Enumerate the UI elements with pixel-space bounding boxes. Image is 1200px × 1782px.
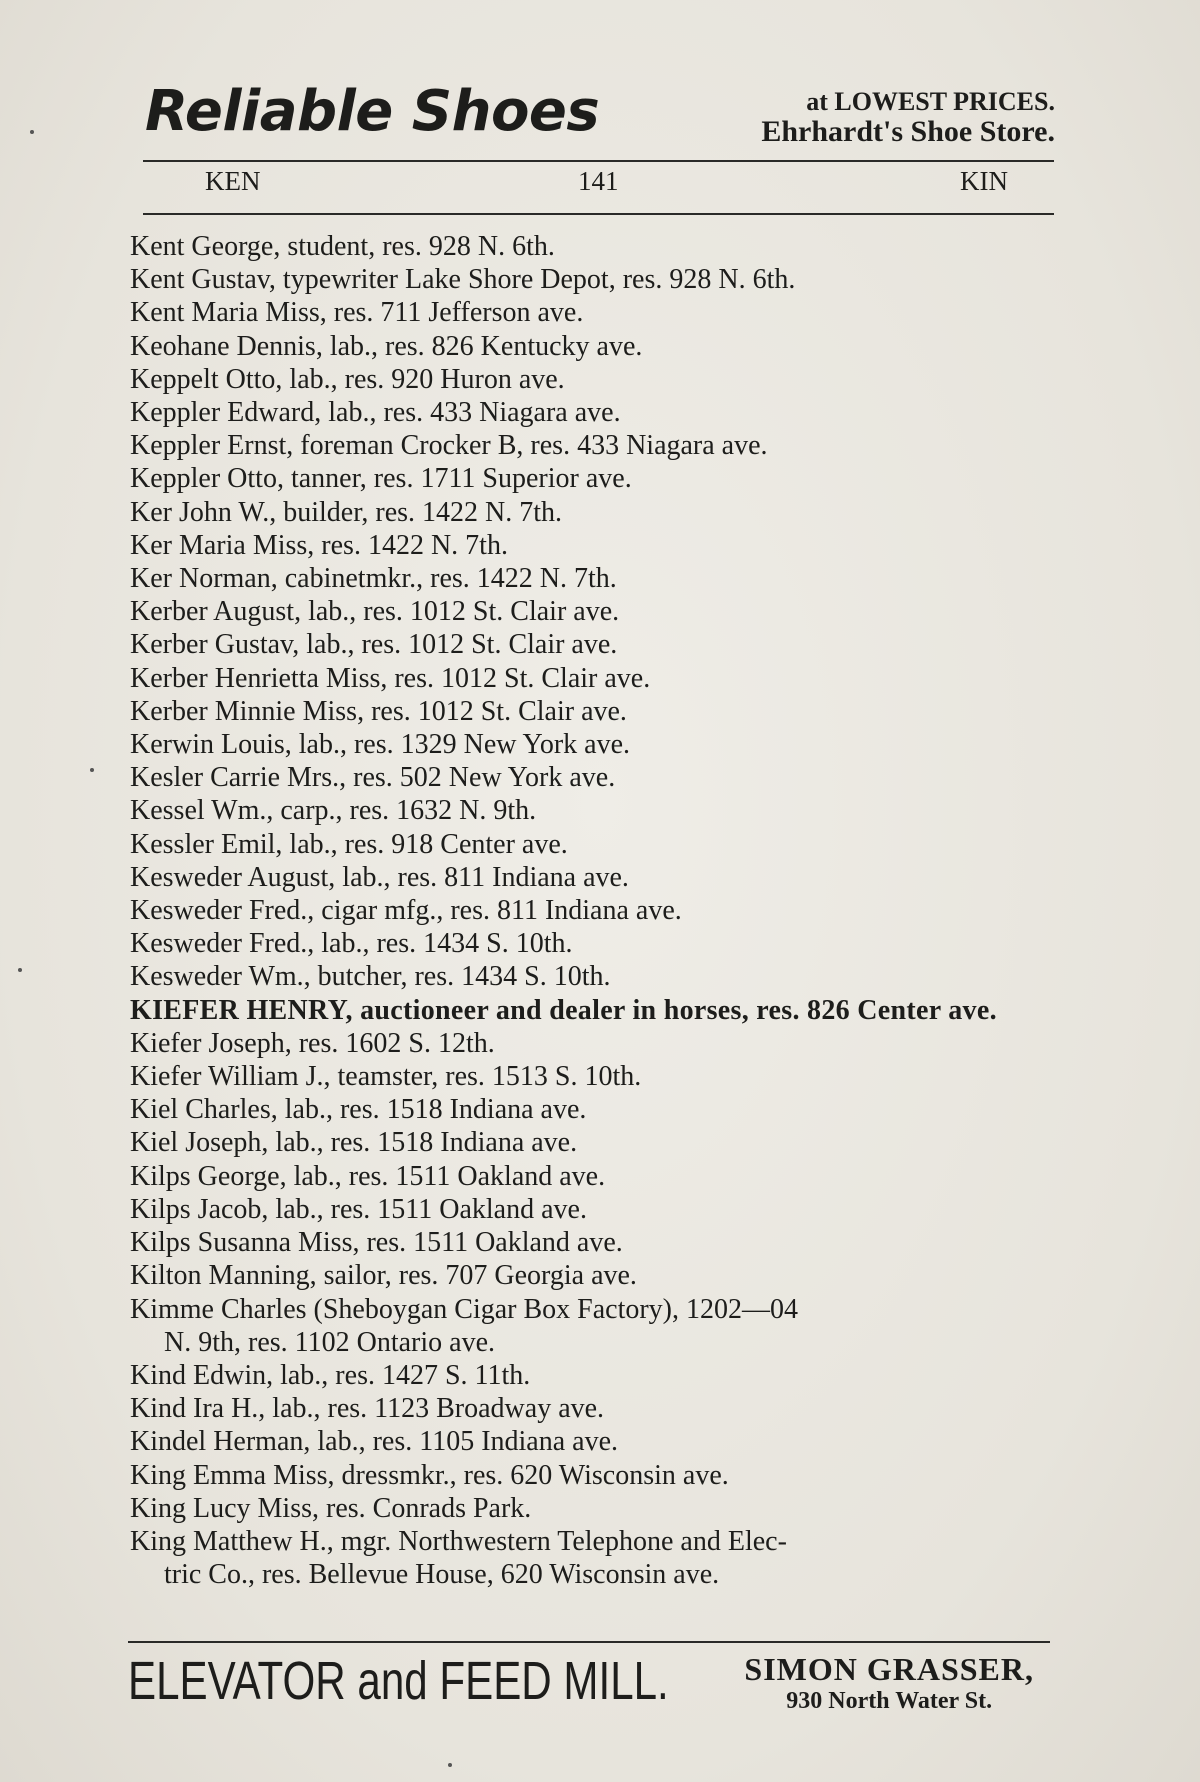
- directory-entry: [130, 363, 1060, 396]
- entry-text: Keppler Ernst, foreman Crocker B, res. 433 Niagara ave.: [130, 430, 768, 462]
- entry-text: Kessel Wm., carp., res. 1632 N. 9th.: [130, 795, 537, 827]
- footer-advertisement: [128, 1650, 1048, 1720]
- directory-entry: [130, 330, 1060, 363]
- running-head: [143, 166, 1054, 202]
- entry-text: Kindel Herman, lab., res. 1105 Indiana ave.: [130, 1426, 619, 1458]
- entry-text: Kesweder Wm., butcher, res. 1434 S. 10th.: [130, 961, 611, 993]
- ad-proprietor: [744, 1652, 1034, 1716]
- entry-text: Kesler Carrie Mrs., res. 502 New York ave.: [130, 762, 616, 794]
- entry-text: Kerber Gustav, lab., res. 1012 St. Clair ave.: [130, 629, 618, 661]
- directory-entry: [130, 628, 1060, 661]
- directory-entry: [130, 396, 1060, 429]
- directory-entry: [130, 529, 1060, 562]
- directory-entry: [130, 828, 1060, 861]
- entry-text: Kerwin Louis, lab., res. 1329 New York ave.: [130, 729, 631, 761]
- entry-text: Keppler Edward, lab., res. 433 Niagara ave.: [130, 397, 621, 429]
- ad-price-line: at LOWEST PRICES.: [806, 87, 1055, 116]
- directory-entry: [130, 1027, 1060, 1060]
- entry-text: Kiel Joseph, lab., res. 1518 Indiana ave.: [130, 1127, 578, 1159]
- running-head-left: KEN: [205, 166, 261, 196]
- directory-entry: [130, 1226, 1060, 1259]
- directory-entry: [130, 861, 1060, 894]
- directory-entry: [130, 1359, 1060, 1392]
- entry-text: Keppler Otto, tanner, res. 1711 Superior ave.: [130, 463, 632, 495]
- speck-mark: [448, 1763, 452, 1767]
- header-rule-top: [143, 160, 1054, 162]
- entry-text: Keppelt Otto, lab., res. 920 Huron ave.: [130, 363, 565, 395]
- entry-text: Ker Norman, cabinetmkr., res. 1422 N. 7th.: [130, 563, 617, 595]
- entry-text: Kessler Emil, lab., res. 918 Center ave.: [130, 828, 568, 860]
- directory-entry: [130, 1093, 1060, 1126]
- entry-text: King Lucy Miss, res. Conrads Park.: [130, 1492, 532, 1524]
- directory-entry: [130, 662, 1060, 695]
- entry-text: Kimme Charles (Sheboygan Cigar Box Factory), 1202—04: [130, 1293, 799, 1325]
- directory-entry: [130, 1259, 1060, 1292]
- directory-entry: [130, 1525, 1060, 1591]
- entry-text: Kiefer Joseph, res. 1602 S. 12th.: [130, 1027, 495, 1059]
- directory-entry: [130, 1392, 1060, 1425]
- directory-entry: [130, 1126, 1060, 1159]
- ad-proprietor-address: 930 North Water St.: [786, 1688, 993, 1715]
- directory-entry: [130, 927, 1060, 960]
- directory-entry: [130, 695, 1060, 728]
- speck-mark: [30, 130, 34, 134]
- entry-continuation: N. 9th, res. 1102 Ontario ave.: [164, 1326, 495, 1358]
- entry-text: Kind Ira H., lab., res. 1123 Broadway ave.: [130, 1393, 605, 1425]
- header-rule-bottom: [143, 213, 1054, 215]
- directory-entry: [130, 1492, 1060, 1525]
- directory-entries: [130, 230, 1060, 1591]
- speck-mark: [90, 768, 94, 772]
- entry-text: Kesweder Fred., lab., res. 1434 S. 10th.: [130, 928, 573, 960]
- entry-text: Kiefer William J., teamster, res. 1513 S. 10th.: [130, 1061, 642, 1093]
- entry-text: Kilps George, lab., res. 1511 Oakland ave.: [130, 1160, 606, 1192]
- ad-store-info: [761, 88, 1055, 148]
- directory-entry: [130, 1160, 1060, 1193]
- directory-entry: [130, 1425, 1060, 1458]
- entry-text: Kesweder Fred., cigar mfg., res. 811 Indiana ave.: [130, 895, 682, 927]
- directory-entry: [130, 960, 1060, 993]
- entry-text: Kerber Henrietta Miss, res. 1012 St. Clair ave.: [130, 662, 651, 694]
- directory-entry: [130, 1459, 1060, 1492]
- directory-entry: [130, 728, 1060, 761]
- entry-text: King Matthew H., mgr. Northwestern Telephone and Elec-: [130, 1525, 787, 1557]
- entry-text: Keohane Dennis, lab., res. 826 Kentucky ave.: [130, 330, 643, 362]
- directory-entry: [130, 1193, 1060, 1226]
- entry-text: Kilps Susanna Miss, res. 1511 Oakland ave.: [130, 1227, 623, 1259]
- directory-entry: [130, 761, 1060, 794]
- directory-entry: [130, 1060, 1060, 1093]
- directory-entry: [130, 296, 1060, 329]
- ad-slogan: Reliable Shoes: [145, 79, 600, 144]
- entry-text: Kent Maria Miss, res. 711 Jefferson ave.: [130, 297, 584, 329]
- running-head-right: KIN: [960, 166, 1008, 196]
- entry-text: King Emma Miss, dressmkr., res. 620 Wisconsin ave.: [130, 1459, 729, 1491]
- directory-entry: [130, 263, 1060, 296]
- entry-text: KIEFER HENRY, auctioneer and dealer in horses, res. 826 Center ave.: [130, 994, 997, 1026]
- entry-text: Kilps Jacob, lab., res. 1511 Oakland ave.: [130, 1193, 587, 1225]
- directory-entry: [130, 894, 1060, 927]
- entry-text: Kerber August, lab., res. 1012 St. Clair ave.: [130, 596, 620, 628]
- directory-entry: [130, 794, 1060, 827]
- entry-text: Kerber Minnie Miss, res. 1012 St. Clair ave.: [130, 695, 627, 727]
- speck-mark: [18, 968, 22, 972]
- ad-mill-text: ELEVATOR and FEED MILL.: [128, 1651, 669, 1711]
- directory-entry: [130, 462, 1060, 495]
- entry-text: Ker John W., builder, res. 1422 N. 7th.: [130, 496, 563, 528]
- entry-text: Ker Maria Miss, res. 1422 N. 7th.: [130, 529, 508, 561]
- ad-store-name: Ehrhardt's Shoe Store.: [761, 115, 1055, 149]
- entry-text: Kesweder August, lab., res. 811 Indiana ave.: [130, 861, 629, 893]
- footer-rule: [128, 1641, 1050, 1643]
- entry-text: Kilton Manning, sailor, res. 707 Georgia ave.: [130, 1260, 637, 1292]
- entry-text: Kiel Charles, lab., res. 1518 Indiana ave.: [130, 1094, 587, 1126]
- directory-entry: [130, 496, 1060, 529]
- entry-text: Kent Gustav, typewriter Lake Shore Depot, res. 928 N. 6th.: [130, 264, 796, 296]
- directory-entry: [130, 429, 1060, 462]
- directory-entry: [130, 595, 1060, 628]
- entry-text: Kind Edwin, lab., res. 1427 S. 11th.: [130, 1359, 531, 1391]
- entry-text: Kent George, student, res. 928 N. 6th.: [130, 231, 555, 262]
- directory-entry: [130, 230, 1060, 263]
- directory-entry: [130, 562, 1060, 595]
- page-number: 141: [578, 166, 619, 196]
- entry-continuation: tric Co., res. Bellevue House, 620 Wisconsin ave.: [164, 1559, 720, 1591]
- directory-entry-featured: [130, 994, 1060, 1027]
- directory-entry: [130, 1293, 1060, 1359]
- ad-proprietor-name: SIMON GRASSER,: [744, 1651, 1034, 1687]
- header-advertisement: [145, 79, 1055, 152]
